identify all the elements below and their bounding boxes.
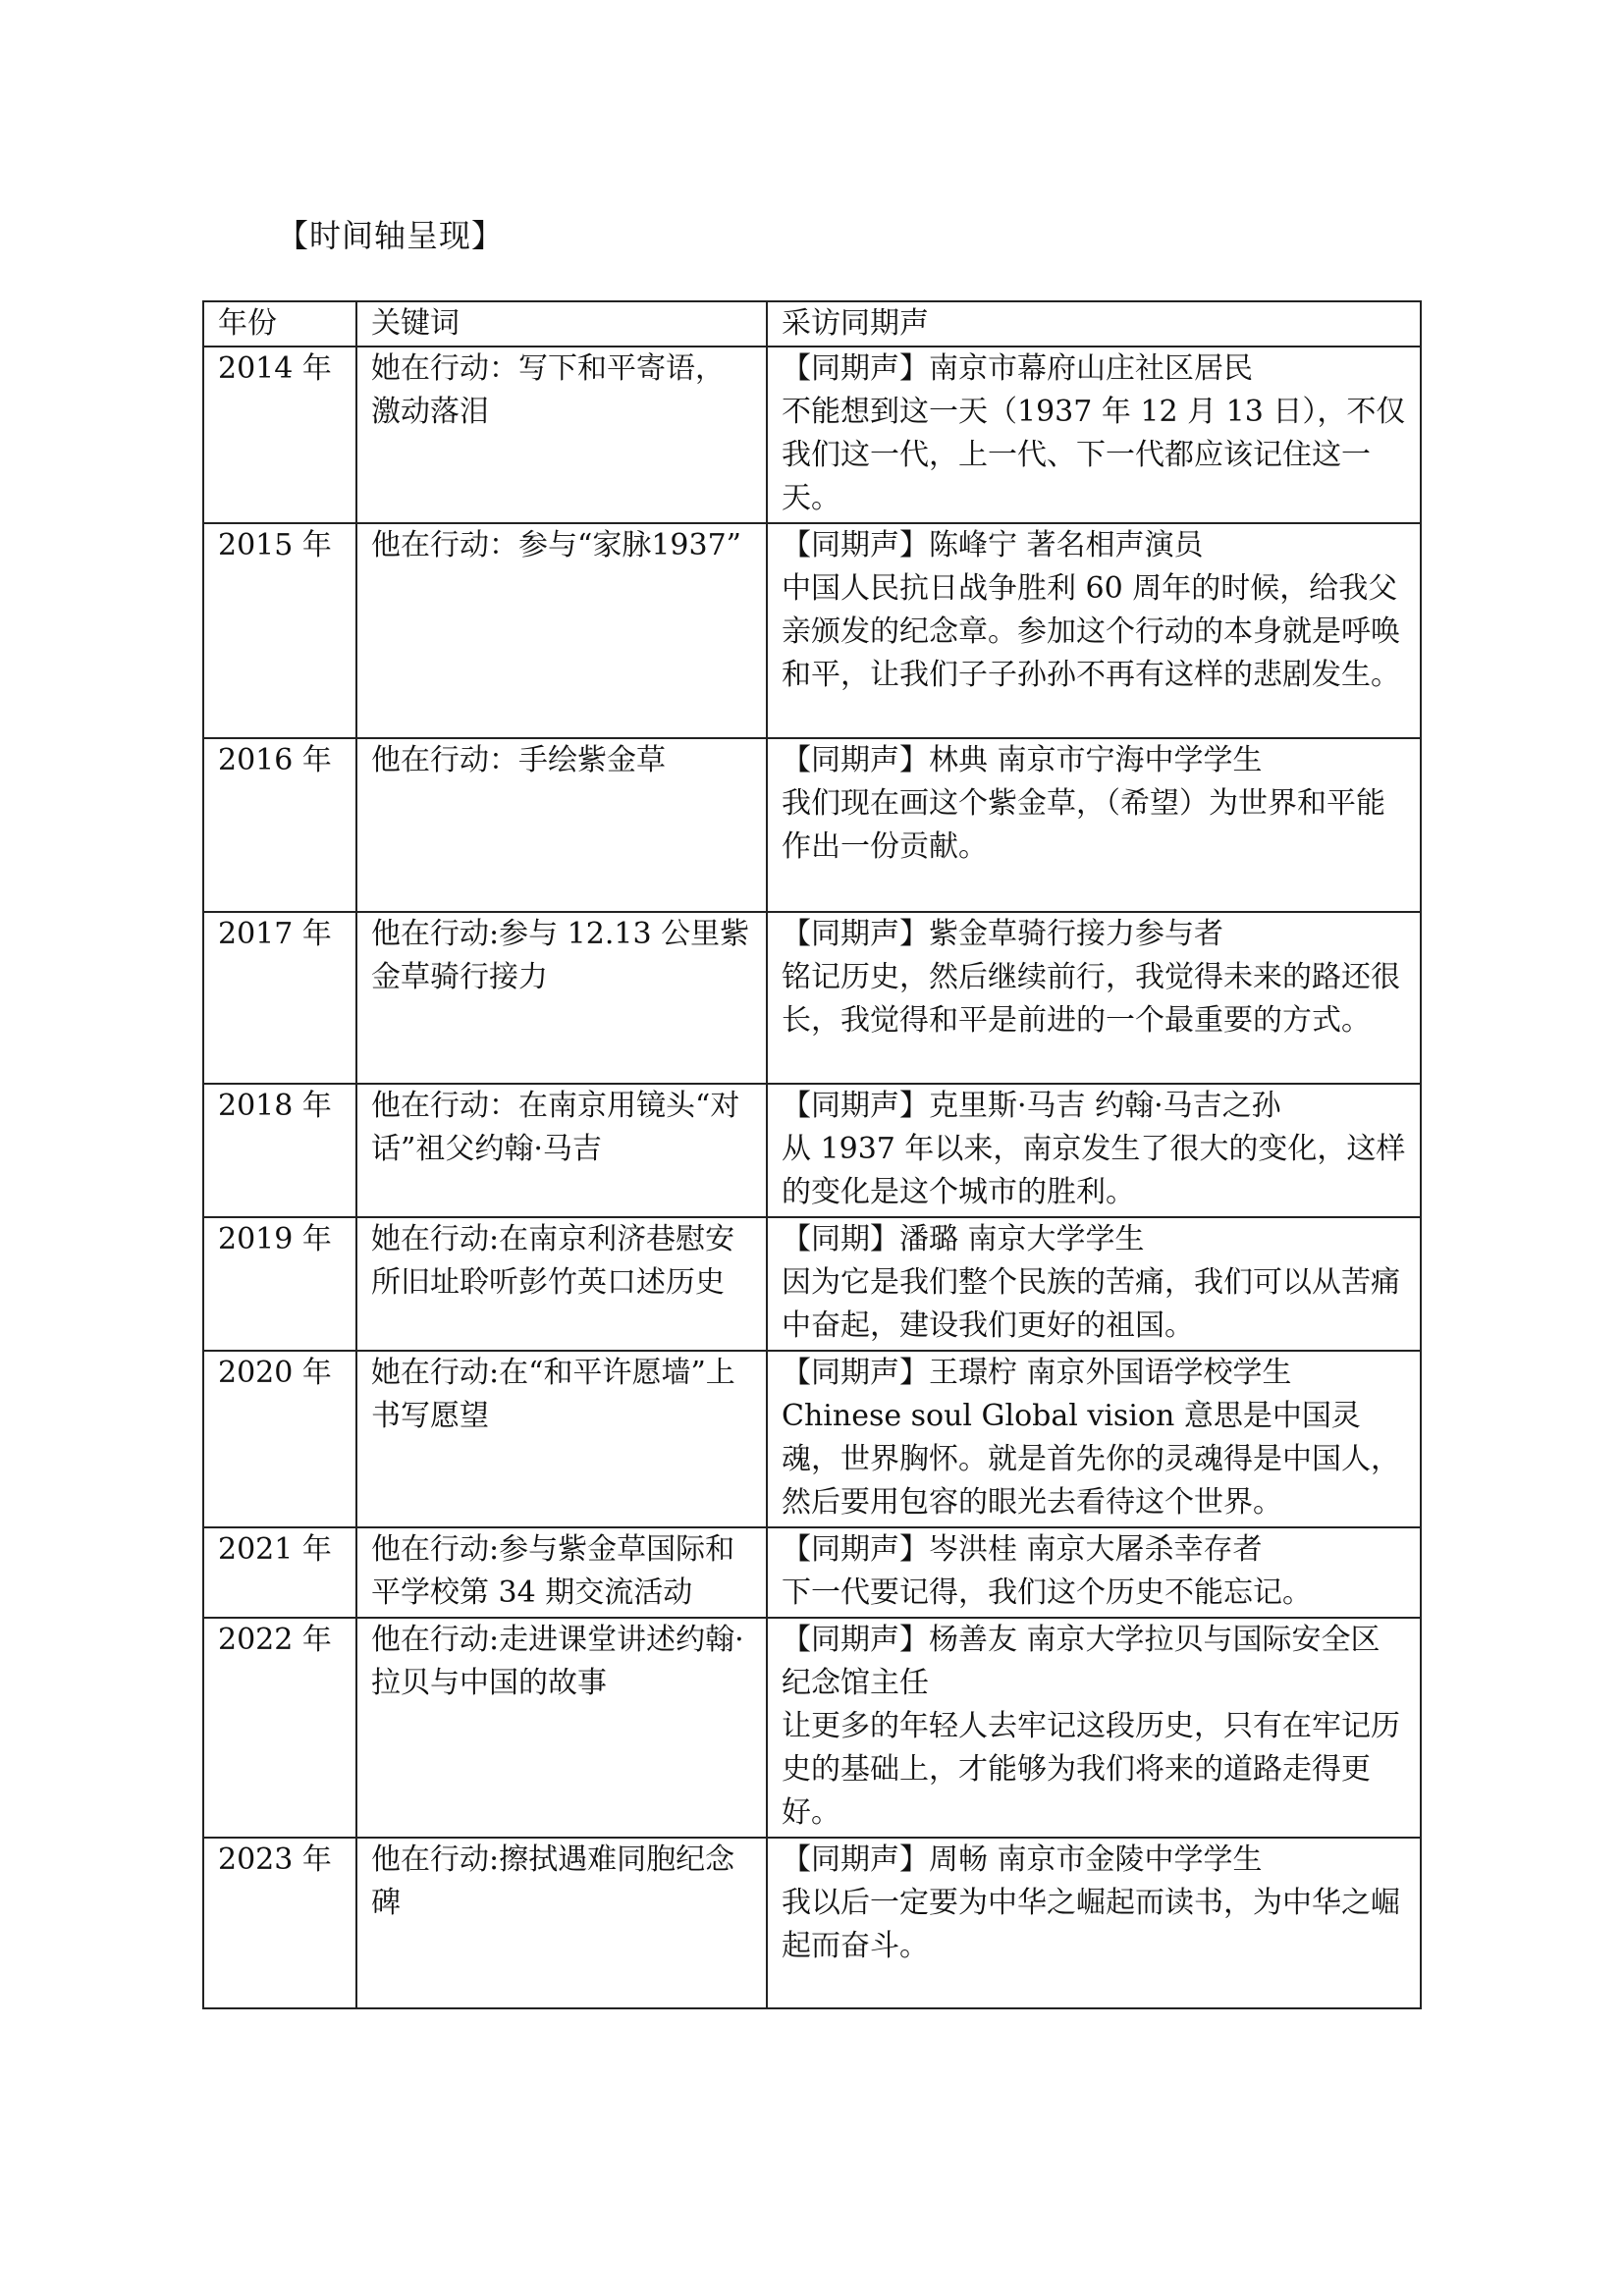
quote-speaker: 【同期声】克里斯·马吉 约翰·马吉之孙 (782, 1089, 1281, 1123)
year-cell: 2014 年 (203, 347, 356, 523)
quote-text: 因为它是我们整个民族的苦痛，我们可以从苦痛中奋起，建设我们更好的祖国。 (782, 1265, 1400, 1343)
keyword-cell: 她在行动:在“和平许愿墙”上书写愿望 (356, 1351, 767, 1527)
year-cell: 2023 年 (203, 1838, 356, 2008)
year-cell: 2015 年 (203, 523, 356, 738)
timeline-table (202, 300, 1422, 2009)
table-row (203, 1527, 1421, 1618)
table-row (203, 1084, 1421, 1217)
quote-speaker: 【同期声】周畅 南京市金陵中学学生 (782, 1842, 1263, 1877)
quote-speaker: 【同期声】岑洪桂 南京大屠杀幸存者 (782, 1532, 1263, 1567)
keyword-cell: 她在行动:在南京利济巷慰安所旧址聆听彭竹英口述历史 (356, 1217, 767, 1351)
keyword-cell: 他在行动：在南京用镜头“对话”祖父约翰·马吉 (356, 1084, 767, 1217)
quote-text: 让更多的年轻人去牢记这段历史，只有在牢记历史的基础上，才能够为我们将来的道路走得更好。 (782, 1709, 1400, 1830)
table-row (203, 347, 1421, 523)
header-keyword: 关键词 (356, 301, 767, 347)
keyword-cell: 她在行动：写下和平寄语，激动落泪 (356, 347, 767, 523)
quote-text: 铭记历史，然后继续前行，我觉得未来的路还很长，我觉得和平是前进的一个最重要的方式。 (782, 960, 1400, 1038)
quote-speaker: 【同期声】杨善友 南京大学拉贝与国际安全区纪念馆主任 (782, 1623, 1380, 1700)
table-row (203, 912, 1421, 1084)
keyword-cell: 他在行动：参与“家脉1937” (356, 523, 767, 738)
table-row (203, 1217, 1421, 1351)
keyword-cell: 他在行动:擦拭遇难同胞纪念碑 (356, 1838, 767, 2008)
keyword-cell: 他在行动:参与紫金草国际和平学校第 34 期交流活动 (356, 1527, 767, 1618)
quote-speaker: 【同期声】王璟柠 南京外国语学校学生 (782, 1356, 1292, 1390)
quote-speaker: 【同期声】陈峰宁 著名相声演员 (782, 528, 1204, 562)
keyword-cell: 他在行动:参与 12.13 公里紫金草骑行接力 (356, 912, 767, 1084)
year-cell: 2020 年 (203, 1351, 356, 1527)
header-year: 年份 (203, 301, 356, 347)
table-row (203, 738, 1421, 912)
keyword-cell: 他在行动：手绘紫金草 (356, 738, 767, 912)
quote-text: 从 1937 年以来，南京发生了很大的变化，这样的变化是这个城市的胜利。 (782, 1132, 1406, 1209)
quote-cell (767, 1838, 1421, 2008)
keyword-cell: 他在行动:走进课堂讲述约翰·拉贝与中国的故事 (356, 1618, 767, 1838)
quote-speaker: 【同期声】南京市幕府山庄社区居民 (782, 351, 1253, 386)
year-cell: 2022 年 (203, 1618, 356, 1838)
table-row (203, 1351, 1421, 1527)
table-header-row (203, 301, 1421, 347)
table-row (203, 1838, 1421, 2008)
year-cell: 2019 年 (203, 1217, 356, 1351)
quote-cell (767, 523, 1421, 738)
quote-speaker: 【同期】潘璐 南京大学学生 (782, 1222, 1145, 1256)
quote-cell (767, 1618, 1421, 1838)
year-cell: 2021 年 (203, 1527, 356, 1618)
quote-text: 我们现在画这个紫金草，（希望）为世界和平能作出一份贡献。 (782, 786, 1385, 864)
quote-cell (767, 1527, 1421, 1618)
table-row (203, 1618, 1421, 1838)
quote-text: 中国人民抗日战争胜利 60 周年的时候，给我父亲颁发的纪念章。参加这个行动的本身就是呼唤和平，让我们子子孙孙不再有这样的悲剧发生。 (782, 571, 1400, 692)
section-title: 【时间轴呈现】 (277, 217, 505, 254)
quote-text: 我以后一定要为中华之崛起而读书，为中华之崛起而奋斗。 (782, 1886, 1400, 1963)
quote-text: 下一代要记得，我们这个历史不能忘记。 (782, 1575, 1312, 1610)
quote-cell (767, 347, 1421, 523)
quote-cell (767, 1217, 1421, 1351)
year-cell: 2017 年 (203, 912, 356, 1084)
quote-cell (767, 912, 1421, 1084)
quote-speaker: 【同期声】林典 南京市宁海中学学生 (782, 743, 1263, 777)
quote-cell (767, 738, 1421, 912)
quote-speaker: 【同期声】紫金草骑行接力参与者 (782, 917, 1223, 951)
quote-cell (767, 1351, 1421, 1527)
year-cell: 2018 年 (203, 1084, 356, 1217)
quote-text: 不能想到这一天（1937 年 12 月 13 日），不仅我们这一代，上一代、下一代都应该记住这一天。 (782, 395, 1406, 515)
quote-cell (767, 1084, 1421, 1217)
year-cell: 2016 年 (203, 738, 356, 912)
table-row (203, 523, 1421, 738)
quote-text: Chinese soul Global vision 意思是中国灵魂，世界胸怀。就是首先你的灵魂得是中国人，然后要用包容的眼光去看待这个世界。 (782, 1399, 1400, 1520)
header-quote: 采访同期声 (767, 301, 1421, 347)
